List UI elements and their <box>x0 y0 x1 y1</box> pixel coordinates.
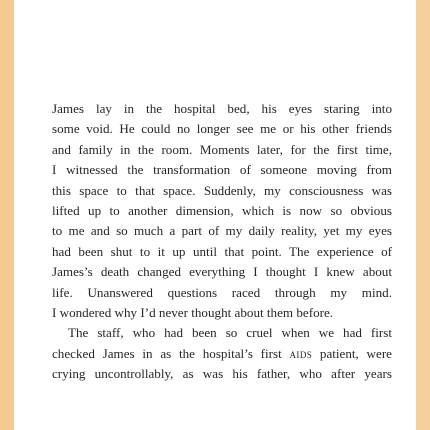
text-line: I wondered why I’d never thought about them before. <box>52 305 334 321</box>
body-text <box>52 99 392 385</box>
text-line: James lay in the hospital bed, his eyes staring into <box>52 101 392 116</box>
text-line: crying uncontrollably, as was his father, who after years <box>52 366 392 382</box>
text-line: had been shut to it up until that point. The experience of <box>52 243 392 259</box>
smallcaps-abbreviation: aids <box>289 345 313 361</box>
text-line: to me and so much a part of my daily reality, yet my eyes <box>52 223 392 239</box>
book-page <box>14 0 416 430</box>
text-line: and family in the room. Moments later, for the first time, <box>52 141 392 157</box>
text-line: life. Unanswered questions raced through my mind. <box>52 284 392 300</box>
text-fragment: patient, were <box>312 345 392 361</box>
text-line: The staff, who had been so cruel when we had first <box>68 325 392 341</box>
text-line <box>52 344 392 364</box>
text-line: James’s death changed everything I thought I knew about <box>52 264 392 280</box>
text-fragment: checked James in as the hospital’s first <box>52 345 290 361</box>
text-line: lifted up to another dimension, which is now so obvious <box>52 203 392 219</box>
text-line: I witnessed the transformation of someone moving from <box>52 162 392 178</box>
text-line: this space to that space. Suddenly, my consciousness was <box>52 182 392 198</box>
text-line: some void. He could no longer see me or his other friends <box>52 121 392 137</box>
